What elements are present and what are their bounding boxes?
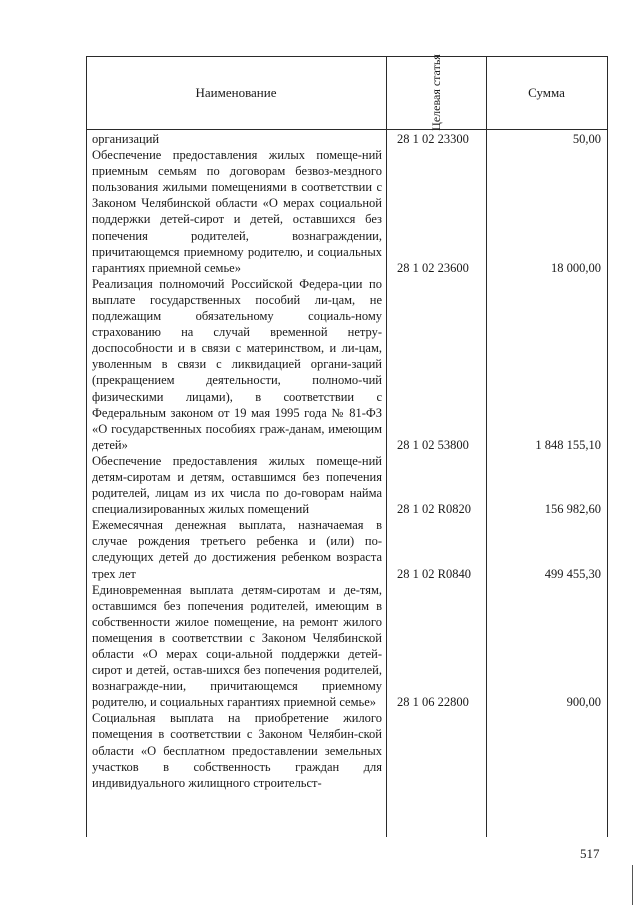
row-code: 28 1 02 23300 <box>397 132 469 146</box>
header-code-label: Целевая статья <box>428 54 443 131</box>
row-name: Обеспечение предоставления жилых помеще-ний приемным семьям по договорам безвоз-мездного пользования жилыми помещениями в соответствии с Законом Челябинской области «О мерах социальной поддержки детей-сирот и детей, оставшихся без попечения родителей, вознаграждении, причитающемся приемному родителю, и социальных гарантиях приемной семье» <box>92 148 382 275</box>
row-sum: 900,00 <box>566 695 601 710</box>
row-code: 28 1 02 53800 <box>397 437 469 452</box>
table-header-divider <box>86 129 608 130</box>
row-code: 28 1 02 R0820 <box>397 502 471 517</box>
row-name: Единовременная выплата детям-сиротам и де-тям, оставшимся без попечения родителей, имеющим в собственности жилое помещение, на ремонт жилого помещения в соответствии с Законом Челябинской области «О мерах соци-альной поддержки детей-сирот и детей, остав-шихся без попечения родителей, вознагражде-нии, причитающемся приемному родителю, и социальных гарантиях приемной семье» <box>92 582 382 710</box>
row-sum: 499 455,30 <box>544 566 601 581</box>
header-name-label: Наименование <box>195 84 277 100</box>
page-number: 517 <box>580 846 600 861</box>
table-row <box>86 582 607 711</box>
row-name: Обеспечение предоставления жилых помеще-ний детям-сиротам и детям, оставшимся без попечения родителей, лицам из их числа по до-говорам найма специализированных жилых помещений <box>92 453 382 517</box>
table-row <box>86 131 607 147</box>
row-sum: 50,00 <box>572 132 601 146</box>
table-body <box>86 131 607 791</box>
row-sum: 1 848 155,10 <box>535 437 601 452</box>
row-name: Реализация полномочий Российской Федера-ции по выплате государственных пособий ли-цам, не подлежащим обязательному социаль-ному страхованию на случай временной нетру-доспособности и в связи с материнством, и ли-цам, уволенным в связи с ликвидацией органи-заций (прекращением деятельности, полномо-чий физическими лицами), в соответствии с Федеральным законом от 19 мая 1995 года № 81-ФЗ «О государственных пособиях граж-данам, имеющим детей» <box>92 276 382 452</box>
row-name: Ежемесячная денежная выплата, назначаемая в случае рождения третьего ребенка и (или) по-следующих детей до достижения ребенком возраста трех лет <box>92 518 382 581</box>
table-row <box>86 276 607 453</box>
table-row <box>86 710 607 790</box>
header-code-cell <box>386 56 486 129</box>
table-row <box>86 453 607 517</box>
row-code: 28 1 02 R0840 <box>397 566 471 581</box>
row-sum: 18 000,00 <box>551 260 601 275</box>
table-right-border <box>607 56 608 837</box>
row-sum: 156 982,60 <box>544 502 601 517</box>
header-sum-cell <box>486 56 607 129</box>
table-row <box>86 517 607 581</box>
row-code: 28 1 06 22800 <box>397 695 469 710</box>
scan-edge-mark <box>632 865 633 905</box>
row-name: Социальная выплата на приобретение жилого помещения в соответствии с Законом Челябин-ской области «О бесплатном предоставлении земельных участков в собственность граждан для индивидуального жилищного строительст- <box>92 711 382 790</box>
header-name-cell <box>86 56 386 129</box>
row-name: организаций <box>92 132 160 146</box>
header-sum-label: Сумма <box>528 84 565 100</box>
table-row <box>86 147 607 276</box>
row-code: 28 1 02 23600 <box>397 260 469 275</box>
